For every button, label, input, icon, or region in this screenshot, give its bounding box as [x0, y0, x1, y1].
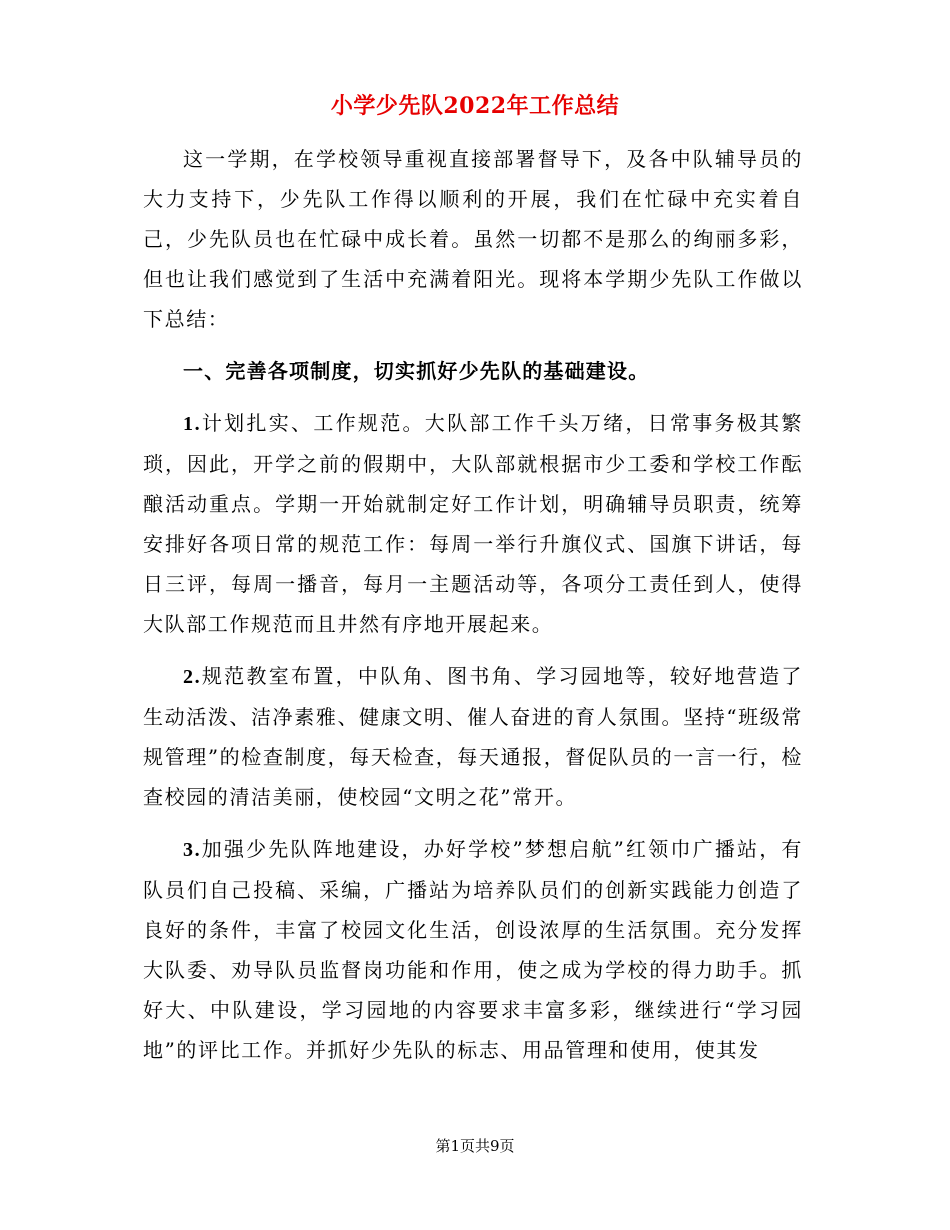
item-text: 计划扎实、工作规范。大队部工作千头万绪，日常事务极其繁琐，因此，开学之前的假期中，大队部就根据市少工委和学校工作酝酿活动重点。学期一开始就制定好工作计划，明确辅导员职责，统筹安排好各项日常的规范工作：每周一举行升旗仪式、国旗下讲话，每日三评，每周一播音，每月一主题活动等，各项分工责任到人，使得大队部工作规范而且井然有序地开展起来。: [143, 411, 803, 636]
item-number: 1.: [183, 413, 202, 435]
document-body: [143, 139, 803, 1082]
list-item: [143, 656, 803, 817]
list-item: [143, 403, 803, 644]
list-item: [143, 829, 803, 1070]
item-number: 3.: [183, 839, 202, 861]
page-footer: 第1页共9页: [435, 1137, 515, 1155]
document-title: 小学少先队2022年工作总结: [330, 93, 620, 119]
intro-paragraph: 这一学期，在学校领导重视直接部署督导下，及各中队辅导员的大力支持下，少先队工作得以顺利的开展，我们在忙碌中充实着自己，少先队员也在忙碌中成长着。虽然一切都不是那么的绚丽多彩，但也让我们感觉到了生活中充满着阳光。现将本学期少先队工作做以下总结：: [143, 147, 803, 331]
item-text: 规范教室布置，中队角、图书角、学习园地等，较好地营造了生动活泼、洁净素雅、健康文明、催人奋进的育人氛围。坚持“班级常规管理”的检查制度，每天检查，每天通报，督促队员的一言一行，检查校园的清洁美丽，使校园“文明之花”常开。: [143, 664, 803, 809]
section-heading: 一、完善各项制度，切实抓好少先队的基础建设。: [183, 359, 650, 383]
item-number: 2.: [183, 666, 202, 688]
item-text: 加强少先队阵地建设，办好学校”梦想启航”红领巾广播站，有队员们自己投稿、采编，广播站为培养队员们的创新实践能力创造了良好的条件，丰富了校园文化生活，创设浓厚的生活氛围。充分发挥大队委、劝导队员监督岗功能和作用，使之成为学校的得力助手。抓好大、中队建设，学习园地的内容要求丰富多彩，继续进行“学习园地”的评比工作。并抓好少先队的标志、用品管理和使用，使其发: [143, 837, 803, 1062]
